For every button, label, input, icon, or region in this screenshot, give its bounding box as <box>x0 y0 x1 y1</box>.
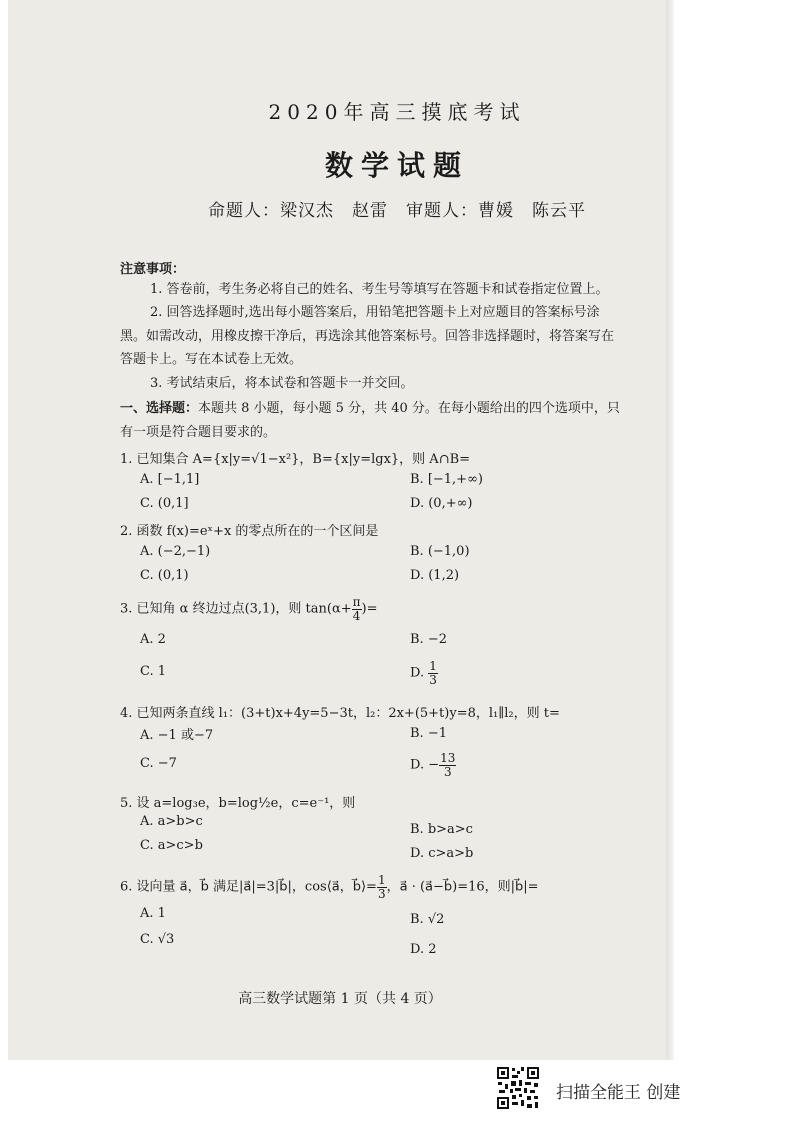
q1-option-b: B. [−1,+∞) <box>410 472 483 487</box>
q6-stem <box>120 874 539 900</box>
q4-option-d <box>410 752 456 778</box>
q4-option-c: C. −7 <box>140 756 177 771</box>
q2-option-a: A. (−2,−1) <box>140 544 211 559</box>
q2-stem: 2. 函数 f(x)=eˣ+x 的零点所在的一个区间是 <box>120 524 379 539</box>
q3-option-d-label: D. <box>410 665 425 681</box>
note-line-1: 1. 答卷前，考生务必将自己的姓名、考生号等填写在答题卡和试卷指定位置上。 <box>150 282 609 297</box>
notes-heading: 注意事项： <box>120 262 186 277</box>
q5-stem: 5. 设 a=log₃e，b=log½e，c=e⁻¹，则 <box>120 796 356 811</box>
q6-option-a: A. 1 <box>140 906 166 921</box>
note-line-3: 黑。如需改动，用橡皮擦干净后，再选涂其他答案标号。回答非选择题时，将答案写在 <box>120 329 615 344</box>
q3-option-d-numerator: 1 <box>429 659 437 673</box>
q4-option-d-numerator: 13 <box>440 751 456 765</box>
q3-fraction <box>352 596 362 622</box>
q6-fraction-denominator: 3 <box>377 886 386 901</box>
q5-option-a: A. a>b>c <box>140 814 203 829</box>
q4-option-d-denominator: 3 <box>443 764 452 779</box>
q5-option-d: D. c>a>b <box>410 846 474 861</box>
q3-fraction-denominator: 4 <box>352 608 361 623</box>
q6-option-c: C. √3 <box>140 932 175 947</box>
q3-option-a: A. 2 <box>140 632 166 647</box>
q3-option-d <box>410 660 438 686</box>
exam-title: 2020年高三摸底考试 <box>268 100 526 124</box>
q2-option-c: C. (0,1) <box>140 568 189 583</box>
q1-option-d: D. (0,+∞) <box>410 496 473 511</box>
q3-stem-end: )= <box>361 601 378 617</box>
q3-stem <box>120 596 377 622</box>
q1-option-a: A. [−1,1] <box>140 472 200 487</box>
section-1-line-2: 有一项是符合题目要求的。 <box>120 425 277 440</box>
subject-title: 数学试题 <box>324 149 469 182</box>
note-line-4: 答题卡上。写在本试卷上无效。 <box>120 352 303 367</box>
note-line-5: 3. 考试结束后，将本试卷和答题卡一并交回。 <box>150 376 414 391</box>
q6-option-d: D. 2 <box>410 942 437 957</box>
q6-fraction-numerator: 1 <box>377 873 386 887</box>
qr-code-icon <box>496 1066 540 1110</box>
note-line-2: 2. 回答选择题时,选出每小题答案后，用铅笔把答题卡上对应题目的答案标号涂 <box>150 305 600 320</box>
q5-option-c: C. a>c>b <box>140 838 203 853</box>
q3-option-b: B. −2 <box>410 632 447 647</box>
section-1-line-1 <box>120 397 620 416</box>
page-footer: 高三数学试题第 1 页（共 4 页） <box>238 991 442 1007</box>
q3-option-d-denominator: 3 <box>429 672 437 687</box>
q4-option-b: B. −1 <box>410 726 447 741</box>
q4-option-d-label: D. − <box>410 757 440 773</box>
q1-option-c: C. (0,1] <box>140 496 189 511</box>
q6-stem-start: 6. 设向量 a⃗，b⃗ 满足|a⃗|=3|b⃗|，cos⟨a⃗，b⃗⟩= <box>120 879 377 895</box>
q4-option-a: A. −1 或−7 <box>140 728 214 743</box>
q2-option-d: D. (1,2) <box>410 568 460 583</box>
q3-fraction-numerator: π <box>352 595 361 609</box>
q6-option-b: B. √2 <box>410 912 445 927</box>
q6-stem-end: ，a⃗ · (a⃗−b⃗)=16，则|b⃗|= <box>386 879 539 895</box>
authors-line: 命题人：梁汉杰 赵雷 审题人：曹媛 陈云平 <box>208 201 586 221</box>
section-1-intro: 本题共 8 小题，每小题 5 分，共 40 分。在每小题给出的四个选项中，只 <box>198 401 620 416</box>
q5-option-b: B. b>a>c <box>410 822 473 837</box>
q3-option-c: C. 1 <box>140 664 167 679</box>
scanner-watermark: 扫描全能王 创建 <box>556 1083 681 1103</box>
q6-fraction <box>377 874 387 900</box>
q3-option-d-fraction <box>428 660 438 686</box>
q4-stem: 4. 已知两条直线 l₁：(3+t)x+4y=5−3t，l₂：2x+(5+t)y=8，l₁∥l₂，则 t= <box>120 706 560 721</box>
q4-option-d-fraction <box>439 752 456 778</box>
q3-stem-start: 3. 已知角 α 终边过点(3,1)，则 tan(α+ <box>120 601 352 617</box>
q1-stem: 1. 已知集合 A={x|y=√1−x²}，B={x|y=lgx}，则 A∩B= <box>120 452 471 467</box>
q2-option-b: B. (−1,0) <box>410 544 470 559</box>
section-1-heading: 一、选择题： <box>120 401 199 416</box>
